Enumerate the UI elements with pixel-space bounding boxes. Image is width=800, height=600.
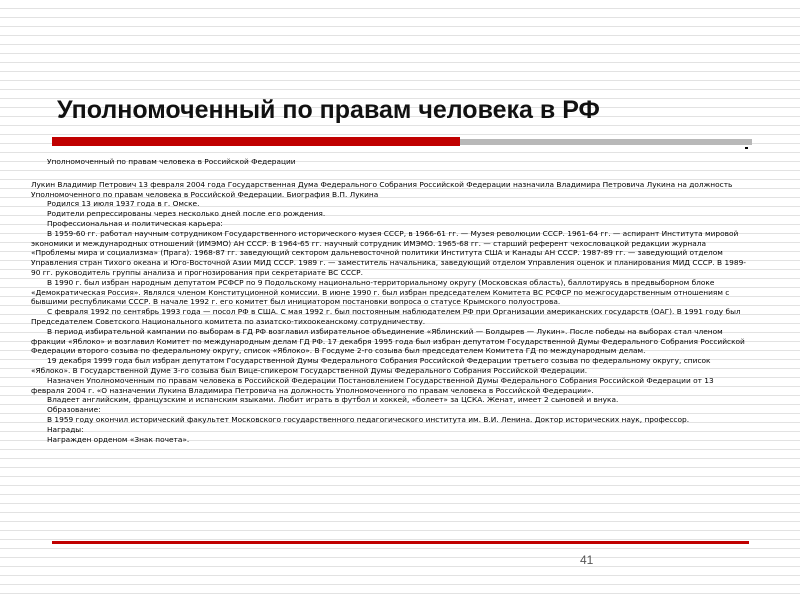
title-underline-gray [460,139,752,145]
content-subtitle: Уполномоченный по правам человека в Российской Федерации [47,157,296,166]
paragraph-career-1999: 19 декабря 1999 года был избран депутатом Государственной Думы Федерального Собрания Российской Федерации третьего созыва по федеральному округу, список «Яблоко». В Государственной Думе 3-го созыва был Вице-спикером Государственной Думы Федерального Собрания Российской Федерации. [31,356,711,375]
paragraph-education: В 1959 году окончил исторический факультет Московского государственного педагогического института им. В.И. Ленина. Доктор исторических наук, профессор. [47,414,690,424]
page-number: 41 [580,553,594,567]
paragraph-career-1992: С февраля 1992 по сентябрь 1993 года — посол РФ в США. С мая 1992 г. был постоянным наблюдателем РФ при Организации американских государств (ОАГ). В 1991 году был Председателем Советского Национального комитета по азиатско-тихоокеанскому сотрудничеству. [31,307,741,326]
paragraph-intro: Лукин Владимир Петрович 13 февраля 2004 года Государственная Дума Федерального Собрания Российской Федерации назначила Владимира Петровича Лукина на должность Уполномоченного по правам человека в Российской Федерации. Биография В.П. Лукина [31,179,733,199]
title-underline-red [52,137,460,146]
slide-title: Уполномоченный по правам человека в РФ [57,96,600,124]
paragraph-career-1959: В 1959-60 гг. работал научным сотрудником Государственного исторического музея СССР, в 1966-61 гг. — Музея революции СССР. 1961-64 гг. — аспирант Института мировой экономики и международных отношений (ИМЭМО) АН СССР. В 1964-65 гг. научный сотрудник ИМЭМО. 1965-68 гг. — старший референт чехословацкой редакции журнала «Проблемы мира и социализма» (Прага). 1968-87 гг. заведующий сектором дальневосточной политики Института США и Канады АН СССР. 1987-89 гг. — заведующий отделом Управления стран Тихого океана и Юго-Восточной Азии МИД СССР. 1989 г. — заместитель начальника, заведующий отделом Управления оценок и планирования МИД СССР. В 1989-90 гг. руководитель группы анализа и прогнозирования при секретариате ВС СССР. [31,228,746,277]
paragraph-career-1990: В 1990 г. был избран народным депутатом РСФСР по 9 Подольскому национально-территориальному округу (Московская область), баллотируясь в предвыборном блоке «Демократическая Россия». Являлся членом Конституционной комиссии. В июне 1990 г. был избран председателем Комитета ВС РСФСР по межгосударственным отношениям с бывшими республиками СССР. В начале 1992 г. его комитет был инициатором постановки вопроса о статусе Крымского полуострова. [31,277,730,307]
footer-rule [52,541,749,544]
paragraph-gap [31,167,749,180]
paragraph-education-heading: Образование: [47,405,101,415]
paragraph-career-heading: Профессиональная и политическая карьера: [47,218,223,228]
paragraph-awards-heading: Награды: [47,424,84,434]
paragraph-parents: Родители репрессированы через несколько дней после его рождения. [47,209,326,219]
paragraph-birth: Родился 13 июля 1937 года в г. Омске. [47,199,200,209]
decorative-dot [745,147,748,149]
paragraph-appointment: Назначен Уполномоченным по правам человека в Российской Федерации Постановлением Государственной Думы Федерального Собрания Российской Федерации от 13 февраля 2004 г. «О назначении Лукина Владимира Петровича на должность Уполномоченного по правам человека в Российской Федерации». [31,375,714,395]
paragraph-career-duma: В период избирательной кампании по выборам в ГД РФ возглавил избирательное объединение «Яблинский — Болдырев — Лукин». После победы на выборах стал членом фракции «Яблоко» и возглавил Комитет по международным делам ГД РФ. 17 декабря 1995 года был избран депутатом Государственной Думы Федерального Собрания Российской Федерации второго созыва по федеральному округу, список «Яблоко». В Госдуме 2-го созыва был председателем Комитета ГД по международным делам. [31,326,745,356]
paragraph-languages: Владеет английским, французским и испанским языками. Любит играть в футбол и хоккей, «болеет» за ЦСКА. Женат, имеет 2 сыновей и внука. [47,395,619,405]
content-body [31,157,749,444]
paragraph-awards: Награжден орденом «Знак почета». [47,434,190,444]
